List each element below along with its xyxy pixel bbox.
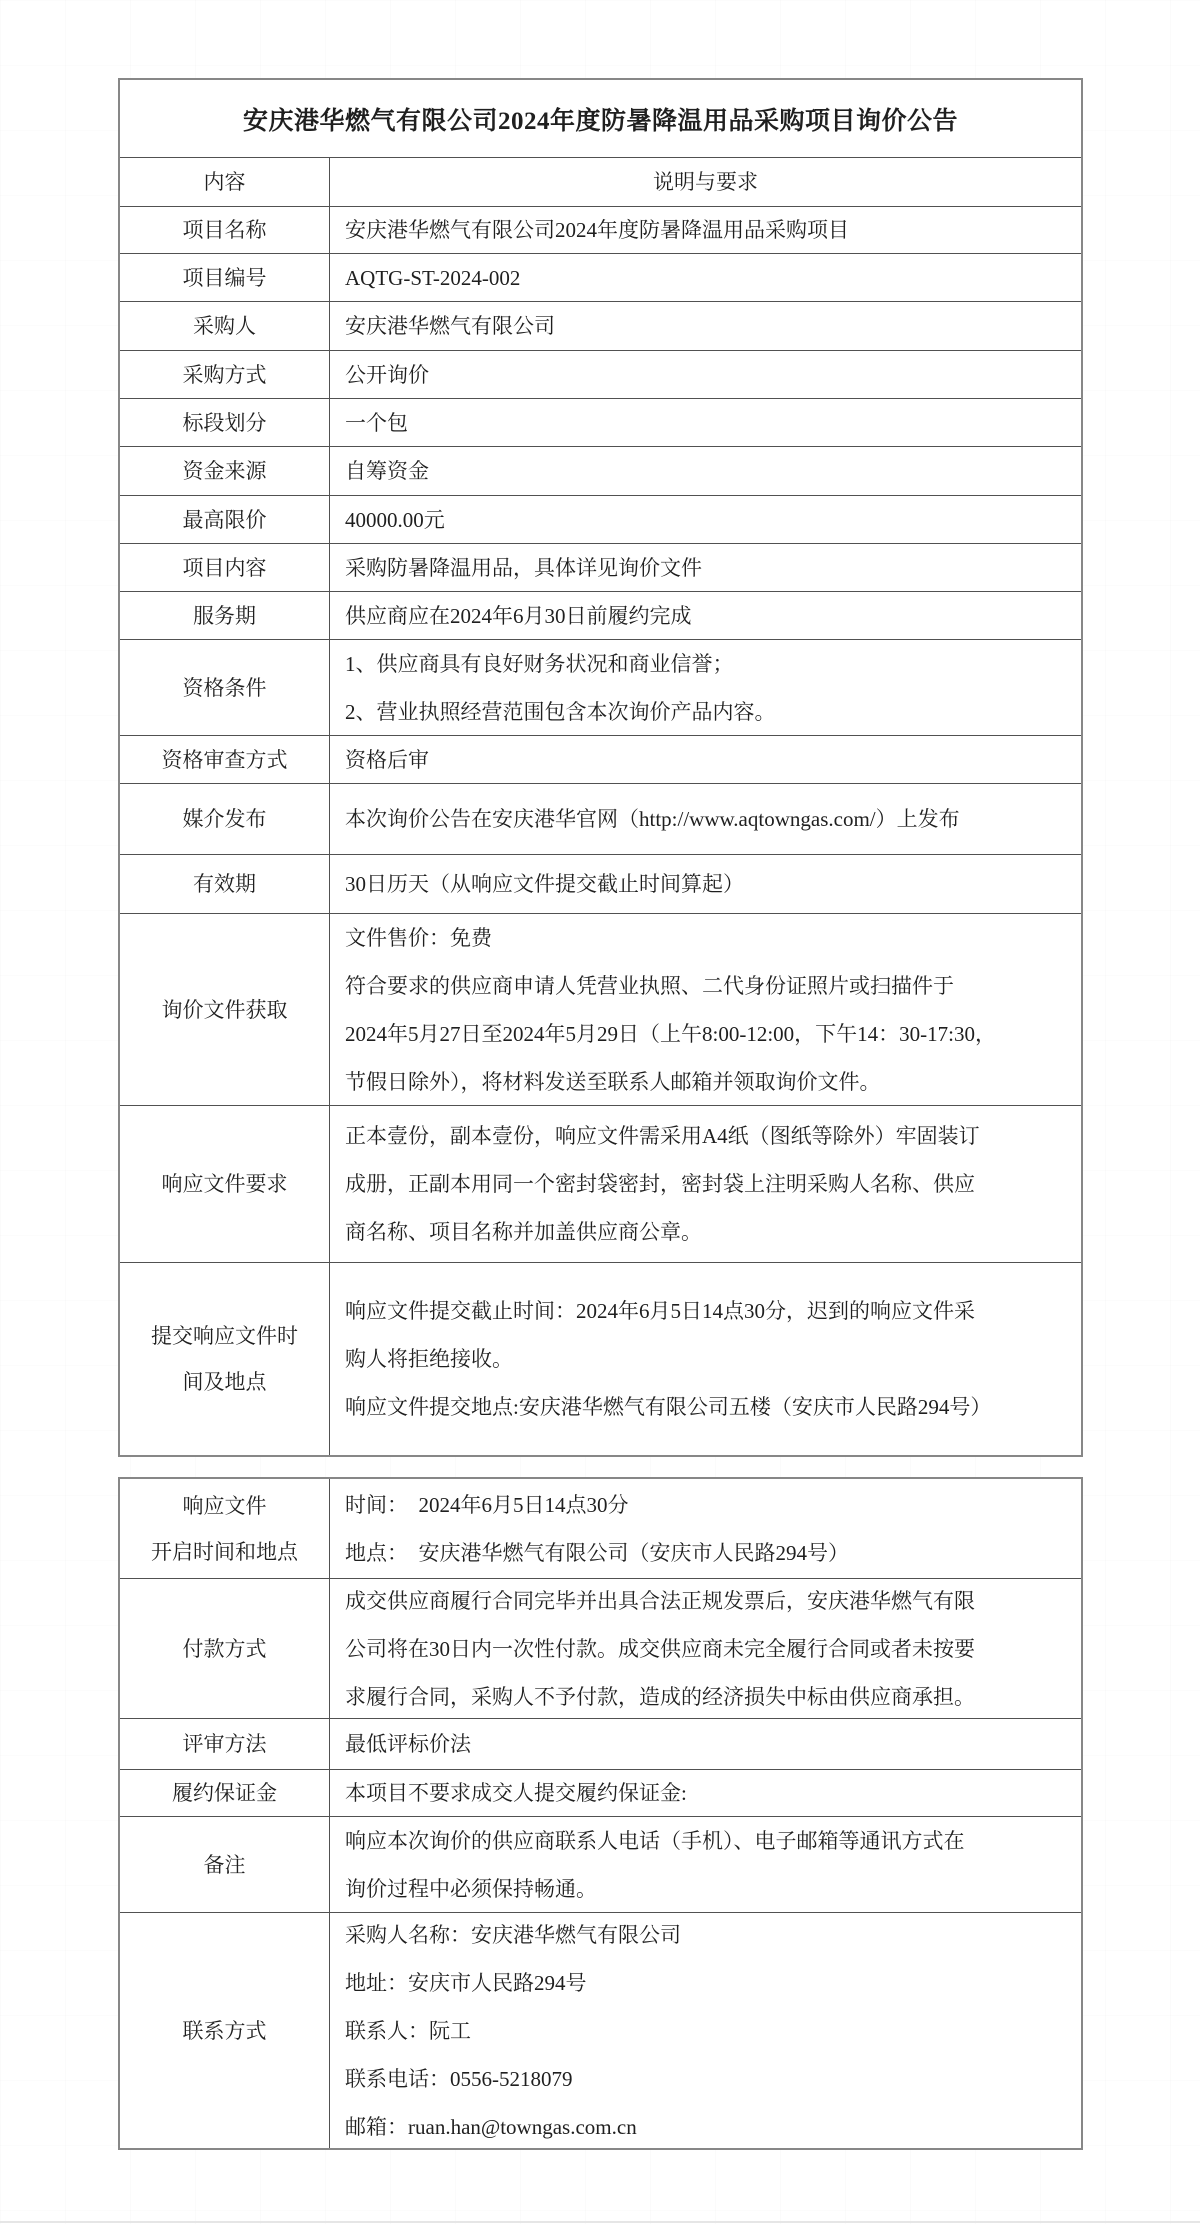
row-label-cell (120, 784, 330, 854)
row-value-text: 公开询价 (345, 362, 429, 387)
row-label-cell (120, 1479, 330, 1578)
header-cell-content (120, 158, 330, 206)
table-row (120, 446, 1081, 495)
row-label-text: 项目名称 (182, 218, 267, 242)
table-header-row (120, 157, 1081, 206)
row-label-cell (120, 254, 330, 301)
row-value-text: 响应文件提交截止时间：2024年6月5日14点30分，迟到的响应文件采 (345, 1299, 975, 1323)
row-label-text: 响应文件 (182, 1493, 267, 1518)
row-value-text: 联系电话：0556-5218079 (345, 2066, 573, 2091)
row-value-cell (330, 496, 1081, 543)
row-value-text: 安庆港华燃气有限公司2024年度防暑降温用品采购项目 (345, 218, 849, 242)
announcement-table-main (118, 78, 1083, 1457)
row-value-cell (330, 1263, 1081, 1455)
table-row (120, 1479, 1081, 1578)
row-value-text: 安庆港华燃气有限公司 (345, 314, 555, 338)
row-value-cell (330, 1106, 1081, 1262)
row-label-cell (120, 1719, 330, 1769)
row-label-text: 评审方法 (182, 1732, 267, 1756)
row-label-text: 联系方式 (182, 2018, 267, 2043)
row-label-text: 资格审查方式 (161, 747, 288, 772)
row-value-cell (330, 1479, 1081, 1578)
table-row (120, 735, 1081, 783)
row-value-text: 询价过程中必须保持畅通。 (345, 1876, 597, 1901)
table-row (120, 495, 1081, 543)
row-label-cell (120, 640, 330, 735)
row-label-cell (120, 302, 330, 350)
row-label-text: 间及地点 (182, 1370, 267, 1394)
table-row (120, 639, 1081, 735)
table-row (120, 1769, 1081, 1816)
table-row (120, 1105, 1081, 1262)
row-label-cell (120, 447, 330, 495)
table-row (120, 1718, 1081, 1769)
row-value-text: 公司将在30日内一次性付款。成交供应商未完全履行合同或者未按要 (345, 1636, 975, 1661)
row-value-text: 正本壹份，副本壹份，响应文件需采用A4纸（图纸等除外）牢固装订 (345, 1124, 980, 1148)
announcement-table-secondary (118, 1477, 1083, 2150)
row-label-text: 备注 (203, 1852, 246, 1877)
table-row (120, 253, 1081, 301)
table-row (120, 1816, 1081, 1912)
table-row (120, 783, 1081, 854)
row-value-cell (330, 447, 1081, 495)
table-row (120, 350, 1081, 398)
row-value-text: 最低评标价法 (345, 1732, 471, 1756)
table-row (120, 591, 1081, 639)
row-label-text: 响应文件要求 (161, 1172, 288, 1196)
row-label-text: 服务期 (193, 603, 256, 628)
row-label-text: 采购方式 (182, 362, 267, 387)
row-value-cell (330, 736, 1081, 783)
row-value-cell (330, 592, 1081, 639)
row-value-cell (330, 207, 1081, 253)
row-value-text: 1、供应商具有良好财务状况和商业信誉； (345, 651, 734, 676)
row-value-text: 联系人：阮工 (345, 2018, 471, 2043)
row-value-text: 成交供应商履行合同完毕并出具合法正规发票后，安庆港华燃气有限 (345, 1588, 975, 1613)
row-value-cell (330, 914, 1081, 1105)
row-value-cell (330, 544, 1081, 591)
row-label-cell (120, 1263, 330, 1455)
table-row (120, 206, 1081, 253)
row-label-text: 标段划分 (182, 410, 267, 435)
page-bottom-edge (0, 2221, 1200, 2223)
row-label-cell (120, 207, 330, 253)
row-label-cell (120, 592, 330, 639)
table-row (120, 1262, 1081, 1455)
row-label-text: 项目内容 (182, 555, 267, 580)
row-value-text: 成册，正副本用同一个密封袋密封，密封袋上注明采购人名称、供应 (345, 1172, 975, 1196)
row-value-text: AQTG-ST-2024-002 (345, 265, 521, 290)
table-body (120, 1479, 1081, 2148)
row-value-text: 购人将拒绝接收。 (345, 1347, 513, 1371)
row-label-text: 项目编号 (182, 265, 267, 290)
row-value-text: 时间： 2024年6月5日14点30分 (345, 1492, 629, 1517)
table-row (120, 913, 1081, 1105)
row-value-text: 求履行合同，采购人不予付款，造成的经济损失中标由供应商承担。 (345, 1684, 975, 1709)
row-label-text: 资金来源 (182, 459, 267, 483)
row-value-cell (330, 640, 1081, 735)
document-title-row (120, 80, 1081, 157)
row-value-text: 文件售价：免费 (345, 925, 492, 950)
row-value-text: 采购防暑降温用品，具体详见询价文件 (345, 555, 702, 580)
row-value-text: 节假日除外），将材料发送至联系人邮箱并领取询价文件。 (345, 1069, 881, 1094)
row-value-text: 响应文件提交地点:安庆港华燃气有限公司五楼（安庆市人民路294号） (345, 1395, 992, 1419)
row-value-cell (330, 1719, 1081, 1769)
row-value-text: 40000.00元 (345, 507, 445, 532)
row-value-text: 本项目不要求成交人提交履约保证金: (345, 1781, 687, 1805)
row-label-text: 开启时间和地点 (151, 1539, 298, 1564)
table-row (120, 1578, 1081, 1718)
row-label-cell (120, 914, 330, 1105)
row-value-text: 2、营业执照经营范围包含本次询价产品内容。 (345, 699, 776, 724)
row-value-cell (330, 351, 1081, 398)
table-row (120, 543, 1081, 591)
row-value-text: 地址：安庆市人民路294号 (345, 1970, 587, 1995)
row-value-text: 采购人名称：安庆港华燃气有限公司 (345, 1922, 681, 1947)
row-label-text: 有效期 (193, 872, 256, 896)
row-label-cell (120, 1770, 330, 1816)
row-value-text: 一个包 (345, 410, 408, 435)
table-row (120, 301, 1081, 350)
row-value-cell (330, 1579, 1081, 1718)
row-label-text: 询价文件获取 (161, 997, 288, 1022)
row-label-text: 媒介发布 (182, 807, 267, 831)
row-value-text: 商名称、项目名称并加盖供应商公章。 (345, 1220, 702, 1244)
row-value-text: 2024年5月27日至2024年5月29日（上午8:00-12:00，下午14：30-17:30， (345, 1021, 996, 1046)
row-value-text: 邮箱：ruan.han@towngas.com.cn (345, 2114, 637, 2139)
row-value-text: 本次询价公告在安庆港华官网（http://www.aqtowngas.com/）上发布 (345, 807, 960, 831)
row-label-cell (120, 1817, 330, 1912)
row-value-text: 供应商应在2024年6月30日前履约完成 (345, 603, 692, 628)
row-value-cell (330, 1817, 1081, 1912)
row-label-cell (120, 399, 330, 446)
row-value-cell (330, 254, 1081, 301)
table-row (120, 854, 1081, 913)
row-label-cell (120, 855, 330, 913)
row-value-cell (330, 784, 1081, 854)
row-label-text: 履约保证金 (172, 1781, 277, 1805)
row-label-text: 提交响应文件时 (151, 1324, 298, 1348)
row-label-cell (120, 544, 330, 591)
row-label-cell (120, 1106, 330, 1262)
row-value-text: 符合要求的供应商申请人凭营业执照、二代身份证照片或扫描件于 (345, 973, 954, 998)
table-body (120, 206, 1081, 1455)
row-label-text: 资格条件 (182, 675, 267, 700)
row-value-text: 地点： 安庆港华燃气有限公司（安庆市人民路294号） (345, 1540, 849, 1565)
row-value-cell (330, 855, 1081, 913)
row-label-cell (120, 496, 330, 543)
row-label-text: 付款方式 (182, 1636, 267, 1661)
row-value-text: 资格后审 (345, 747, 429, 772)
row-label-cell (120, 736, 330, 783)
row-label-text: 采购人 (193, 314, 256, 338)
row-label-cell (120, 351, 330, 398)
table-row (120, 398, 1081, 446)
document-title: 安庆港华燃气有限公司2024年度防暑降温用品采购项目询价公告 (242, 107, 958, 135)
row-label-cell (120, 1579, 330, 1718)
row-label-cell (120, 1913, 330, 2148)
row-value-cell (330, 399, 1081, 446)
row-value-cell (330, 1913, 1081, 2148)
header-label: 说明与要求 (653, 170, 758, 194)
row-label-text: 最高限价 (182, 507, 267, 532)
row-value-text: 自筹资金 (345, 459, 429, 483)
row-value-text: 30日历天（从响应文件提交截止时间算起） (345, 872, 744, 896)
table-row (120, 1912, 1081, 2148)
row-value-text: 响应本次询价的供应商联系人电话（手机）、电子邮箱等通讯方式在 (345, 1828, 965, 1853)
row-value-cell (330, 302, 1081, 350)
row-value-cell (330, 1770, 1081, 1816)
header-label: 内容 (203, 170, 246, 194)
header-cell-requirements (330, 158, 1081, 206)
